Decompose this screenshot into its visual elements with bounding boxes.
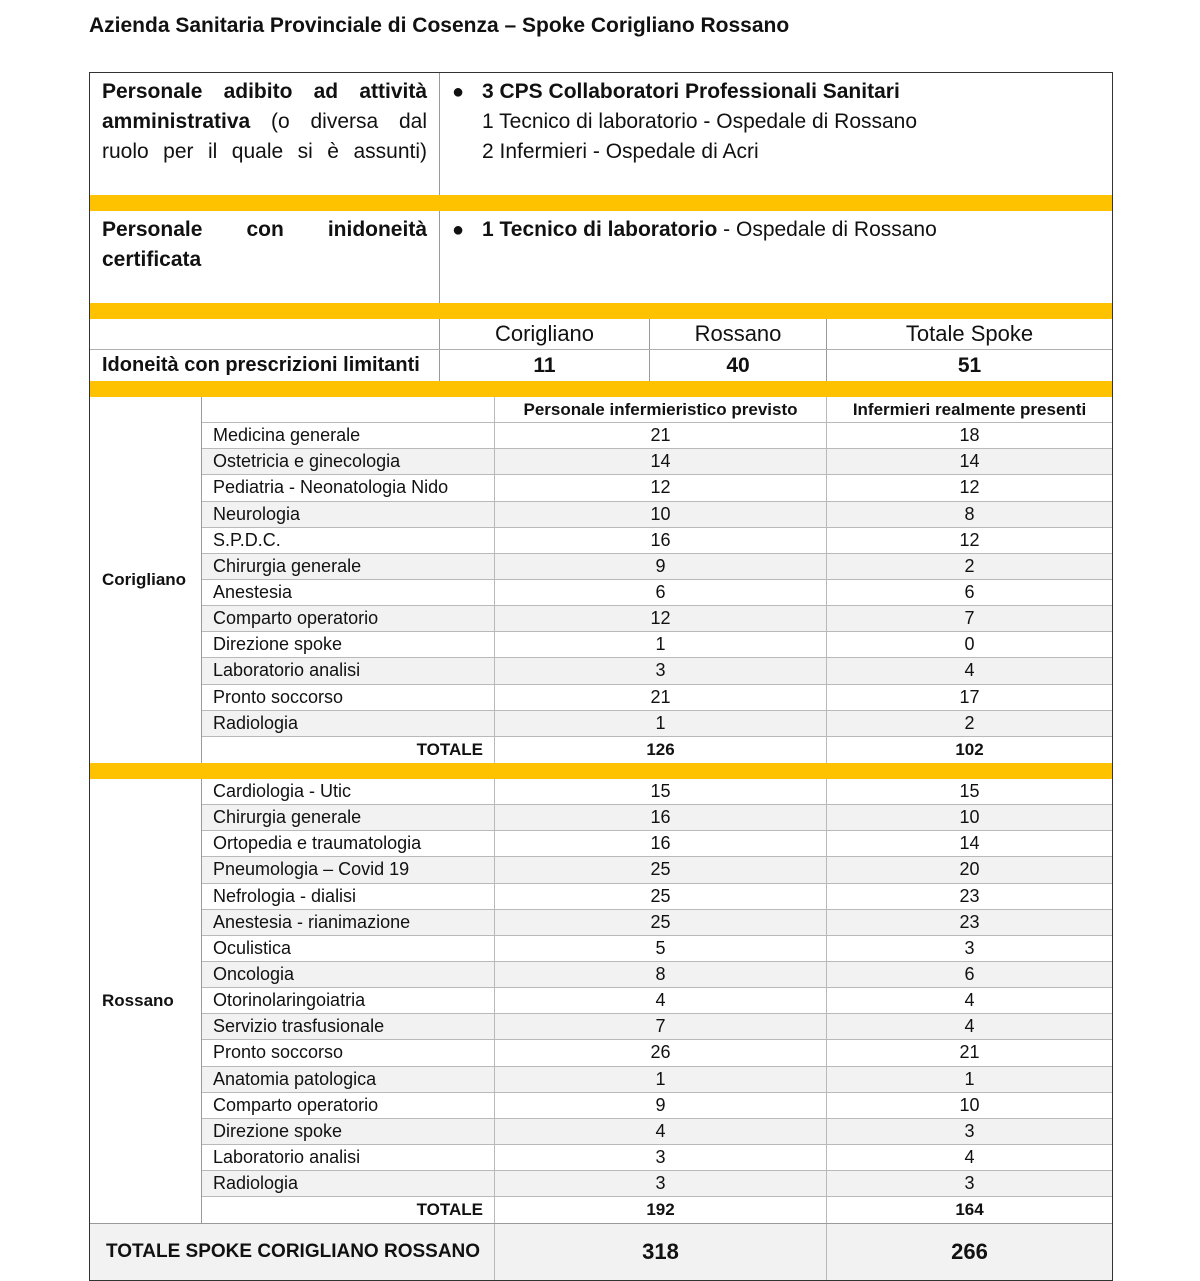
bullet-icon: ● <box>452 81 465 103</box>
department-name: Cardiologia - Utic <box>202 779 495 804</box>
previsto-value: 5 <box>495 936 827 961</box>
department-name: Laboratorio analisi <box>202 658 495 683</box>
rossano-section <box>90 779 1112 1223</box>
presenti-value: 6 <box>964 582 975 603</box>
admin-label <box>90 73 440 195</box>
department-name: Chirurgia generale <box>202 554 495 579</box>
previsto-value: 21 <box>495 423 827 448</box>
presenti-value: 15 <box>959 781 980 802</box>
previsto-value: 7 <box>495 1014 827 1039</box>
admin-label-bold: Personale adibito ad attività amministrativa <box>102 80 427 133</box>
table-row <box>202 502 1112 528</box>
presenti-value: 10 <box>959 807 980 828</box>
table-row <box>202 1014 1112 1040</box>
table-row <box>202 1171 1112 1197</box>
table-row <box>202 1040 1112 1066</box>
idoneita-col-totale: Totale Spoke <box>905 321 1034 346</box>
presenti-value: 1 <box>964 1068 975 1089</box>
department-name: Pediatria - Neonatologia Nido <box>202 475 495 500</box>
table-row <box>202 606 1112 632</box>
previsto-value: 1 <box>495 1067 827 1092</box>
presenti-value: 21 <box>959 1042 980 1063</box>
table-row <box>202 1145 1112 1171</box>
table-row <box>202 528 1112 554</box>
department-name: Direzione spoke <box>202 632 495 657</box>
total-label: TOTALE <box>202 737 495 763</box>
previsto-value: 16 <box>495 528 827 553</box>
table-row <box>202 580 1112 606</box>
table-row <box>202 779 1112 805</box>
previsto-value: 4 <box>495 988 827 1013</box>
staff-table <box>89 72 1113 1281</box>
separator-bar <box>90 195 1112 211</box>
total-previsto: 126 <box>495 737 827 763</box>
previsto-value: 9 <box>495 1093 827 1118</box>
previsto-value: 8 <box>495 962 827 987</box>
presenti-value: 14 <box>959 833 980 854</box>
table-row <box>202 449 1112 475</box>
admin-line3: 2 Infermieri - Ospedale di Acri <box>482 140 759 163</box>
presenti-value: 18 <box>959 425 980 446</box>
idoneita-label: Idoneità con prescrizioni limitanti <box>90 350 440 381</box>
admin-block <box>90 73 1112 195</box>
department-name: Anestesia <box>202 580 495 605</box>
inidoneita-bullet-rest: - Ospedale di Rossano <box>717 218 937 241</box>
previsto-value: 1 <box>495 711 827 736</box>
previsto-value: 25 <box>495 884 827 909</box>
previsto-value: 12 <box>495 606 827 631</box>
table-row <box>202 423 1112 449</box>
department-name: Pronto soccorso <box>202 685 495 710</box>
separator-bar <box>90 763 1112 779</box>
department-name: Anatomia patologica <box>202 1067 495 1092</box>
page-title: Azienda Sanitaria Provinciale di Cosenza – Spoke Corigliano Rossano <box>89 14 790 37</box>
total-presenti: 102 <box>955 739 984 759</box>
department-name: Nefrologia - dialisi <box>202 884 495 909</box>
idoneita-val-corigliano: 11 <box>440 350 650 381</box>
table-row <box>202 685 1112 711</box>
inidoneita-block <box>90 211 1112 303</box>
department-name: Anestesia - rianimazione <box>202 910 495 935</box>
presenti-value: 23 <box>959 911 980 932</box>
department-name: Oncologia <box>202 962 495 987</box>
previsto-value: 6 <box>495 580 827 605</box>
column-header-row <box>202 397 1112 423</box>
previsto-value: 9 <box>495 554 827 579</box>
table-row <box>202 831 1112 857</box>
previsto-value: 1 <box>495 632 827 657</box>
corigliano-table <box>202 397 1112 763</box>
inidoneita-bullet-bold: 1 Tecnico di laboratorio <box>482 218 718 241</box>
presenti-value: 4 <box>964 1016 975 1037</box>
idoneita-val-rossano: 40 <box>650 350 827 381</box>
presenti-value: 12 <box>959 529 980 550</box>
presenti-value: 10 <box>959 1094 980 1115</box>
department-name: Ortopedia e traumatologia <box>202 831 495 856</box>
department-name: S.P.D.C. <box>202 528 495 553</box>
admin-bullet: 3 CPS Collaboratori Professionali Sanitari <box>482 80 900 103</box>
department-name: Pronto soccorso <box>202 1040 495 1065</box>
department-name: Direzione spoke <box>202 1119 495 1144</box>
presenti-value: 6 <box>964 964 975 985</box>
grand-total-label: TOTALE SPOKE CORIGLIANO ROSSANO <box>90 1224 495 1280</box>
department-name: Radiologia <box>202 711 495 736</box>
previsto-value: 12 <box>495 475 827 500</box>
previsto-value: 3 <box>495 1171 827 1196</box>
table-row <box>202 805 1112 831</box>
previsto-value: 10 <box>495 502 827 527</box>
inidoneita-label: Personale con inidoneità certificata <box>90 211 440 303</box>
department-name: Ostetricia e ginecologia <box>202 449 495 474</box>
table-row <box>202 884 1112 910</box>
grand-total-previsto: 318 <box>495 1224 827 1280</box>
department-name: Chirurgia generale <box>202 805 495 830</box>
rossano-label: Rossano <box>90 779 202 1223</box>
presenti-value: 12 <box>959 477 980 498</box>
rossano-table <box>202 779 1112 1223</box>
total-presenti: 164 <box>955 1200 984 1220</box>
table-row <box>202 1067 1112 1093</box>
idoneita-col-rossano: Rossano <box>650 319 827 349</box>
presenti-value: 3 <box>964 1120 975 1141</box>
presenti-value: 8 <box>964 503 975 524</box>
department-name: Comparto operatorio <box>202 1093 495 1118</box>
presenti-value: 4 <box>964 660 975 681</box>
table-row <box>202 658 1112 684</box>
previsto-value: 16 <box>495 831 827 856</box>
grand-total-row <box>90 1223 1112 1280</box>
previsto-value: 26 <box>495 1040 827 1065</box>
presenti-value: 2 <box>964 712 975 733</box>
previsto-value: 3 <box>495 1145 827 1170</box>
previsto-value: 15 <box>495 779 827 804</box>
presenti-value: 0 <box>964 634 975 655</box>
department-name: Otorinolaringoiatria <box>202 988 495 1013</box>
total-row <box>202 1197 1112 1223</box>
corigliano-label: Corigliano <box>90 397 202 763</box>
previsto-value: 16 <box>495 805 827 830</box>
total-previsto: 192 <box>495 1197 827 1223</box>
presenti-value: 14 <box>959 451 980 472</box>
table-row <box>202 857 1112 883</box>
total-row <box>202 737 1112 763</box>
table-row <box>202 711 1112 737</box>
table-row <box>202 988 1112 1014</box>
idoneita-val-totale: 51 <box>957 353 982 377</box>
separator-bar <box>90 303 1112 319</box>
presenti-value: 20 <box>959 859 980 880</box>
table-row <box>202 632 1112 658</box>
idoneita-col-corigliano: Corigliano <box>440 319 650 349</box>
previsto-value: 14 <box>495 449 827 474</box>
total-label: TOTALE <box>202 1197 495 1223</box>
department-name: Comparto operatorio <box>202 606 495 631</box>
admin-details <box>440 73 1112 195</box>
grand-total-presenti: 266 <box>951 1239 988 1265</box>
previsto-value: 4 <box>495 1119 827 1144</box>
table-row <box>202 1093 1112 1119</box>
idoneita-header-row <box>90 319 1112 350</box>
inidoneita-details <box>440 211 1112 303</box>
previsto-value: 21 <box>495 685 827 710</box>
presenti-value: 4 <box>964 990 975 1011</box>
department-name: Neurologia <box>202 502 495 527</box>
header-presenti: Infermieri realmente presenti <box>852 399 1087 419</box>
admin-label-rest: (o diversa dal ruolo per il quale si è assunti) <box>102 110 427 163</box>
presenti-value: 17 <box>959 686 980 707</box>
presenti-value: 7 <box>964 608 975 629</box>
presenti-value: 23 <box>959 885 980 906</box>
department-name: Oculistica <box>202 936 495 961</box>
previsto-value: 25 <box>495 910 827 935</box>
department-name: Radiologia <box>202 1171 495 1196</box>
corigliano-section <box>90 397 1112 763</box>
presenti-value: 3 <box>964 1173 975 1194</box>
separator-bar <box>90 381 1112 397</box>
table-row <box>202 554 1112 580</box>
previsto-value: 25 <box>495 857 827 882</box>
table-row <box>202 910 1112 936</box>
header-previsto: Personale infermieristico previsto <box>495 397 827 422</box>
previsto-value: 3 <box>495 658 827 683</box>
department-name: Pneumologia – Covid 19 <box>202 857 495 882</box>
presenti-value: 2 <box>964 555 975 576</box>
department-name: Medicina generale <box>202 423 495 448</box>
table-row <box>202 936 1112 962</box>
admin-line2: 1 Tecnico di laboratorio - Ospedale di Rossano <box>482 110 918 133</box>
table-row <box>202 475 1112 501</box>
bullet-icon: ● <box>452 219 465 241</box>
presenti-value: 3 <box>964 937 975 958</box>
department-name: Laboratorio analisi <box>202 1145 495 1170</box>
table-row <box>202 1119 1112 1145</box>
idoneita-value-row <box>90 350 1112 381</box>
presenti-value: 4 <box>964 1147 975 1167</box>
table-row <box>202 962 1112 988</box>
department-name: Servizio trasfusionale <box>202 1014 495 1039</box>
